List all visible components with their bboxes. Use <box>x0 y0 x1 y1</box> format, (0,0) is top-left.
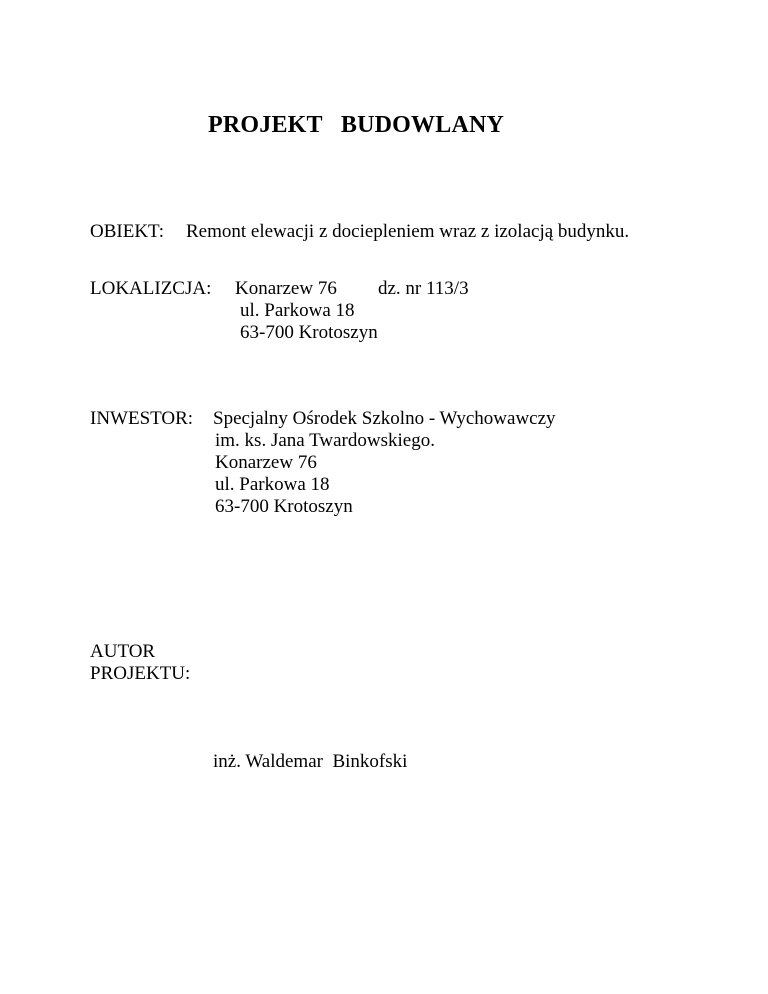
autor-label-line2: PROJEKTU: <box>90 663 191 684</box>
lokalizacja-place: Konarzew 76 <box>235 278 337 299</box>
inwestor-line: Specjalny Ośrodek Szkolno - Wychowawczy <box>213 408 556 429</box>
obiekt-value: Remont elewacji z dociepleniem wraz z izolacją budynku. <box>186 221 630 242</box>
inwestor-label: INWESTOR: <box>90 408 194 429</box>
lokalizacja-city: 63-700 Krotoszyn <box>240 322 378 343</box>
inwestor-line: 63-700 Krotoszyn <box>215 496 353 517</box>
inwestor-line: im. ks. Jana Twardowskiego. <box>215 430 435 451</box>
autor-label-line1: AUTOR <box>90 641 156 662</box>
obiekt-label: OBIEKT: <box>90 221 164 242</box>
lokalizacja-plot-number: dz. nr 113/3 <box>378 278 469 299</box>
autor-name: inż. Waldemar Binkofski <box>213 751 408 772</box>
lokalizacja-label: LOKALIZCJA: <box>90 278 212 299</box>
inwestor-line: Konarzew 76 <box>215 452 317 473</box>
document-title: PROJEKT BUDOWLANY <box>208 112 505 138</box>
lokalizacja-street: ul. Parkowa 18 <box>240 300 355 321</box>
inwestor-line: ul. Parkowa 18 <box>215 474 330 495</box>
